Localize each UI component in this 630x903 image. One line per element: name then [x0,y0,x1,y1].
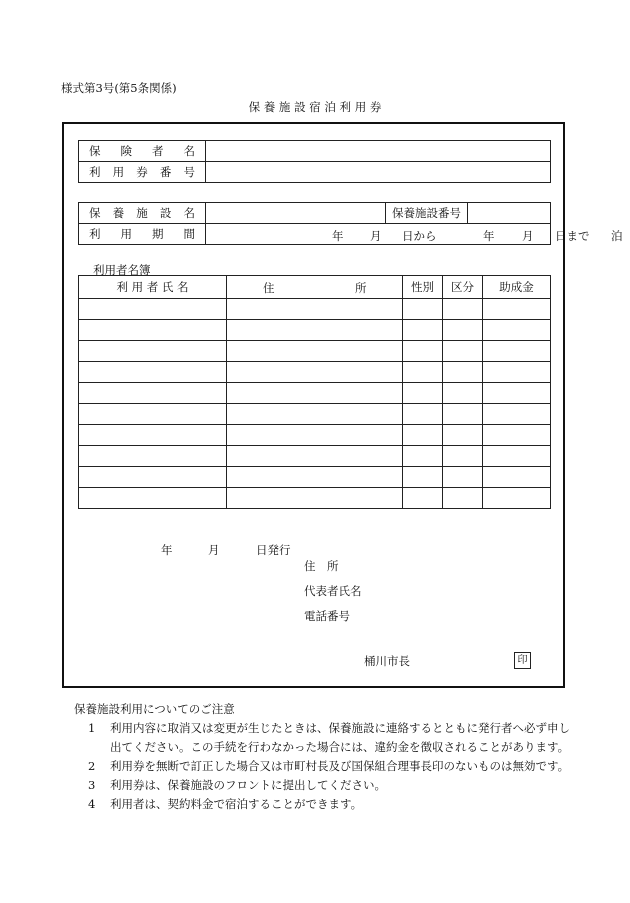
user-name-cell[interactable] [79,404,227,425]
roster-row [79,383,551,404]
user-name-cell[interactable] [79,362,227,383]
insurer-name-label: 保険者名 [79,141,206,162]
col-category: 区分 [443,276,483,299]
gender-cell[interactable] [403,425,443,446]
col-address-2: 所 [355,281,367,295]
roster-table [78,275,551,509]
col-subsidy: 助成金 [483,276,551,299]
roster-row [79,362,551,383]
notes-section [74,700,570,814]
address-cell[interactable] [227,404,403,425]
issue-month: 月 [208,543,220,557]
subsidy-cell[interactable] [483,467,551,488]
subsidy-cell[interactable] [483,341,551,362]
issue-year: 年 [161,543,173,557]
user-name-cell[interactable] [79,383,227,404]
note-text: 利用券は、保養施設のフロントに提出してください。 [110,778,386,792]
period-field[interactable] [206,224,623,245]
note-number: 2 [88,759,96,773]
subsidy-cell[interactable] [483,320,551,341]
col-address [227,276,403,299]
note-number: 1 [88,721,96,735]
issuer-address-label: 住 所 [304,559,339,573]
gender-cell[interactable] [403,362,443,383]
note-item [74,776,570,795]
subsidy-cell[interactable] [483,446,551,467]
category-cell[interactable] [443,425,483,446]
gender-cell[interactable] [403,299,443,320]
insurer-table [78,140,551,183]
subsidy-cell[interactable] [483,425,551,446]
gender-cell[interactable] [403,467,443,488]
category-cell[interactable] [443,299,483,320]
issue-day: 日発行 [256,543,291,557]
notes-heading: 保養施設利用についてのご注意 [74,702,235,716]
note-item [74,757,570,776]
roster-row [79,299,551,320]
period-month-to: 月 [522,229,534,243]
gender-cell[interactable] [403,341,443,362]
address-cell[interactable] [227,488,403,509]
roster-row [79,467,551,488]
address-cell[interactable] [227,320,403,341]
gender-cell[interactable] [403,446,443,467]
gender-cell[interactable] [403,320,443,341]
category-cell[interactable] [443,446,483,467]
facility-row [79,203,551,224]
subsidy-cell[interactable] [483,404,551,425]
user-name-cell[interactable] [79,488,227,509]
category-cell[interactable] [443,467,483,488]
address-cell[interactable] [227,446,403,467]
note-text: 利用者は、契約料金で宿泊することができます。 [110,797,363,811]
user-name-cell[interactable] [79,341,227,362]
roster-body [79,299,551,509]
insurer-row [79,141,551,162]
col-address-1: 住 [263,281,275,295]
ticket-number-field[interactable] [206,162,551,183]
roster-label: 利用者名簿 [93,263,151,277]
gender-cell[interactable] [403,383,443,404]
subsidy-cell[interactable] [483,488,551,509]
note-item [74,719,570,757]
address-cell[interactable] [227,299,403,320]
subsidy-cell[interactable] [483,383,551,404]
period-year-from: 年 [332,229,344,243]
period-day-from: 日から [402,229,437,243]
roster-row [79,425,551,446]
address-cell[interactable] [227,425,403,446]
ticket-number-label: 利用券番号 [79,162,206,183]
roster-row [79,404,551,425]
roster-row [79,488,551,509]
facility-table [78,202,623,245]
category-cell[interactable] [443,488,483,509]
subsidy-cell[interactable] [483,299,551,320]
form-number: 様式第3号(第5条関係) [61,81,177,95]
mayor-label: 桶川市長 [364,654,410,668]
note-text: 利用券を無断で訂正した場合又は市町村長及び国保組合理事長印のないものは無効です。 [110,759,570,773]
address-cell[interactable] [227,383,403,404]
gender-cell[interactable] [403,488,443,509]
address-cell[interactable] [227,341,403,362]
document-title: 保 養 施 設 宿 泊 利 用 券 [248,100,382,114]
address-cell[interactable] [227,362,403,383]
period-label: 利用期間 [79,224,206,245]
col-gender: 性別 [403,276,443,299]
col-user-name: 利 用 者 氏 名 [79,276,227,299]
note-number: 3 [88,778,96,792]
category-cell[interactable] [443,341,483,362]
user-name-cell[interactable] [79,467,227,488]
user-name-cell[interactable] [79,446,227,467]
user-name-cell[interactable] [79,299,227,320]
phone-label: 電話番号 [304,609,350,623]
subsidy-cell[interactable] [483,362,551,383]
facility-name-field[interactable] [206,203,386,224]
category-cell[interactable] [443,404,483,425]
facility-name-label: 保養施設名 [79,203,206,224]
category-cell[interactable] [443,320,483,341]
category-cell[interactable] [443,362,483,383]
facility-number-field[interactable] [468,203,551,224]
insurer-name-field[interactable] [206,141,551,162]
roster-row [79,320,551,341]
period-row [79,224,551,245]
seal-mark: 印 [514,652,531,669]
gender-cell[interactable] [403,404,443,425]
address-cell[interactable] [227,467,403,488]
period-nights: 泊 [611,229,623,243]
ticket-row [79,162,551,183]
roster-row [79,341,551,362]
period-day-to: 日まで [555,229,590,243]
note-text: 利用内容に取消又は変更が生じたときは、保養施設に連絡するとともに発行者へ必ず申し [110,721,570,735]
user-name-cell[interactable] [79,320,227,341]
period-month-from: 月 [370,229,382,243]
roster-header-row [79,276,551,299]
note-number: 4 [88,797,96,811]
user-name-cell[interactable] [79,425,227,446]
note-text-cont: 出てください。この手続を行わなかった場合には、違約金を徴収されることがあります。 [110,740,570,754]
category-cell[interactable] [443,383,483,404]
period-year-to: 年 [483,229,495,243]
roster-row [79,446,551,467]
facility-number-label: 保養施設番号 [386,203,468,224]
representative-label: 代表者氏名 [304,584,362,598]
note-item [74,795,570,814]
